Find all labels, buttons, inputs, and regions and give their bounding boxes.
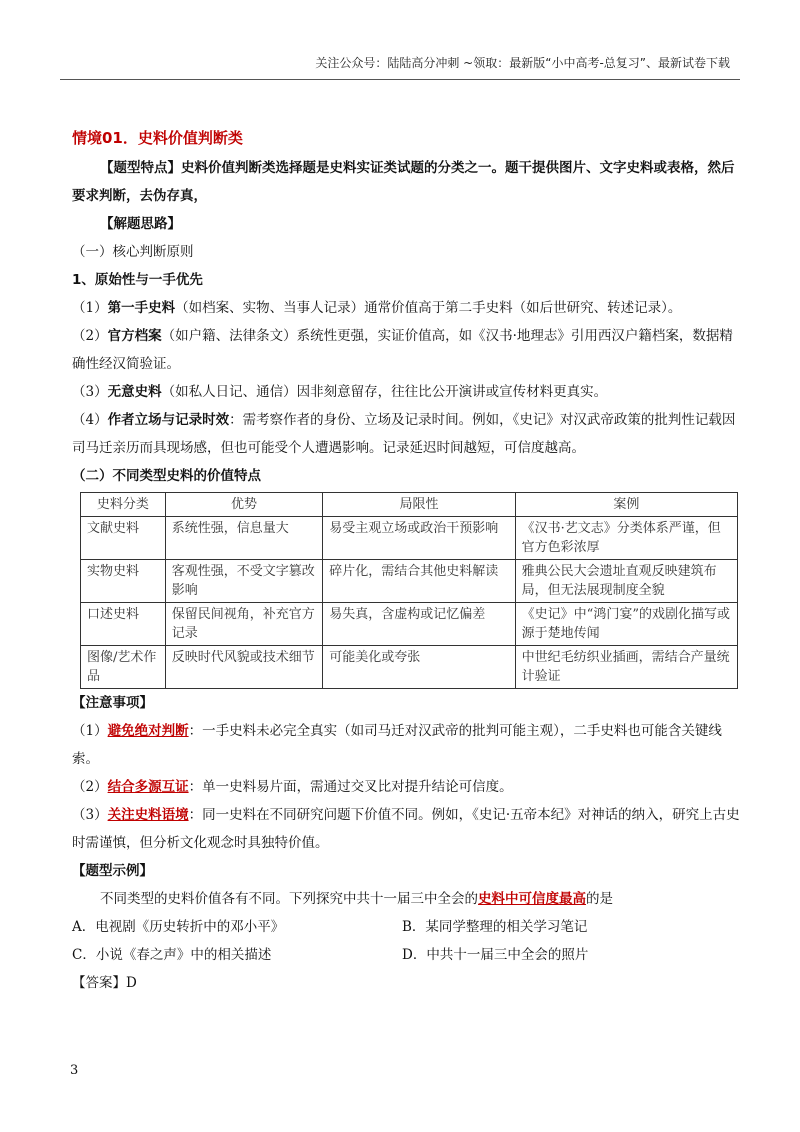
- section2-heading: （二）不同类型史料的价值特点: [72, 468, 261, 484]
- option-d: D．中共十一届三中全会的照片: [402, 947, 589, 963]
- source-type-table: [80, 492, 738, 689]
- section1-heading: （一）核心判断原则: [72, 244, 194, 260]
- table-cell: 可能美化或夸张: [323, 646, 515, 689]
- page-number: 3: [70, 1063, 79, 1078]
- table-cell: 实物史料: [81, 560, 166, 603]
- table-row: [81, 603, 738, 646]
- main-content: [72, 124, 740, 997]
- principle-item: [72, 322, 740, 378]
- table-header: 案例: [515, 493, 737, 517]
- note-item: [72, 801, 740, 857]
- table-header: 史料分类: [81, 493, 166, 517]
- table-row: [81, 646, 738, 689]
- table-cell: 口述史料: [81, 603, 166, 646]
- item-number: （1）: [72, 300, 108, 316]
- principle-item: [72, 378, 740, 406]
- section1-sub: 1、原始性与一手优先: [72, 272, 203, 288]
- note-item: [72, 773, 740, 801]
- item-text: （如私人日记、通信）因非刻意留存，往往比公开演讲或宣传材料更真实。: [161, 384, 608, 400]
- stem-text: 的是: [586, 891, 613, 907]
- table-cell: 易受主观立场或政治干预影响: [323, 517, 515, 560]
- stem-text: 不同类型的史料价值各有不同。下列探究中共十一届三中全会的: [100, 891, 478, 907]
- table-cell: 客观性强，不受文字篡改影响: [165, 560, 323, 603]
- item-text: ：需考察作者的身份、立场及记录时间。例如，《史记》对汉武帝政策的批判性记载因司马迁亲历而具现场感，但也可能受个人遭遇影响。记录延迟时间越短，可信度越高。: [72, 412, 736, 456]
- feature-paragraph: [72, 154, 740, 210]
- stem-key: 史料中可信度最高: [478, 891, 586, 907]
- table-cell: 雅典公民大会遗址直观反映建筑布局，但无法展现制度全貌: [515, 560, 737, 603]
- note-item: [72, 717, 740, 773]
- item-key: 官方档案: [107, 328, 162, 344]
- table-cell: 图像/艺术作品: [81, 646, 166, 689]
- answer: 【答案】D: [72, 975, 137, 991]
- table-cell: 文献史料: [81, 517, 166, 560]
- note-key: 避免绝对判断: [107, 723, 189, 739]
- note-text: ：同一史料在不同研究问题下价值不同。例如，《史记·五帝本纪》对神话的纳入，研究上古史时需谨慎，但分析文化观念时具独特价值。: [72, 807, 740, 851]
- table-header: 局限性: [323, 493, 515, 517]
- option-a: A．电视剧《历史转折中的邓小平》: [72, 919, 285, 935]
- table-cell: 《史记》中“鸿门宴”的戏剧化描写或源于楚地传闻: [515, 603, 737, 646]
- item-number: （2）: [72, 328, 108, 344]
- note-text: ：单一史料易片面，需通过交叉比对提升结论可信度。: [188, 779, 513, 795]
- item-key: 作者立场与记录时效: [107, 412, 230, 428]
- item-number: （1）: [72, 723, 108, 739]
- note-key: 关注史料语境: [107, 807, 189, 823]
- item-key: 第一手史料: [107, 300, 176, 316]
- table-row: [81, 517, 738, 560]
- item-text: （如户籍、法律条文）系统性更强，实证价值高，如《汉书·地理志》引用西汉户籍档案，数据精确性经汉简验证。: [72, 328, 733, 372]
- table-row: [81, 560, 738, 603]
- approach-label: 【解题思路】: [100, 216, 181, 232]
- table-cell: 中世纪毛纺织业插画，需结合产量统计验证: [515, 646, 737, 689]
- table-cell: 碎片化，需结合其他史料解读: [323, 560, 515, 603]
- item-number: （3）: [72, 807, 108, 823]
- table-cell: 《汉书·艺文志》分类体系严谨，但官方色彩浓厚: [515, 517, 737, 560]
- question-stem: [72, 885, 740, 913]
- note-key: 结合多源互证: [107, 779, 189, 795]
- note-text: ：一手史料未必完全真实（如司马迁对汉武帝的批判可能主观），二手史料也可能含关键线索。: [72, 723, 722, 767]
- feature-text: 史料价值判断类选择题是史料实证类试题的分类之一。题干提供图片、文字史料或表格，然后要求判断，去伪存真，: [72, 160, 735, 204]
- table-header: 优势: [165, 493, 323, 517]
- item-number: （4）: [72, 412, 108, 428]
- item-key: 无意史料: [107, 384, 162, 400]
- table-header-row: [81, 493, 738, 517]
- section-title: 情境01．史料价值判断类: [72, 129, 243, 147]
- principle-item: [72, 406, 740, 462]
- page-header: 关注公众号：陆陆高分冲刺 ~领取：最新版“小中高考-总复习”、最新试卷下载: [315, 56, 730, 70]
- notes-label: 【注意事项】: [72, 695, 153, 711]
- feature-label: 【题型特点】: [100, 160, 181, 176]
- principle-item: [72, 294, 740, 322]
- option-b: B．某同学整理的相关学习笔记: [402, 919, 588, 935]
- table-cell: 易失真，含虚构或记忆偏差: [323, 603, 515, 646]
- header-divider: [60, 79, 740, 80]
- option-c: C．小说《春之声》中的相关描述: [72, 947, 272, 963]
- table-cell: 保留民间视角，补充官方记录: [165, 603, 323, 646]
- table-cell: 反映时代风貌或技术细节: [165, 646, 323, 689]
- item-number: （2）: [72, 779, 108, 795]
- table-cell: 系统性强，信息量大: [165, 517, 323, 560]
- item-text: （如档案、实物、当事人记录）通常价值高于第二手史料（如后世研究、转述记录）。: [175, 300, 682, 316]
- item-number: （3）: [72, 384, 108, 400]
- example-label: 【题型示例】: [72, 863, 153, 879]
- answer-options: [72, 913, 740, 969]
